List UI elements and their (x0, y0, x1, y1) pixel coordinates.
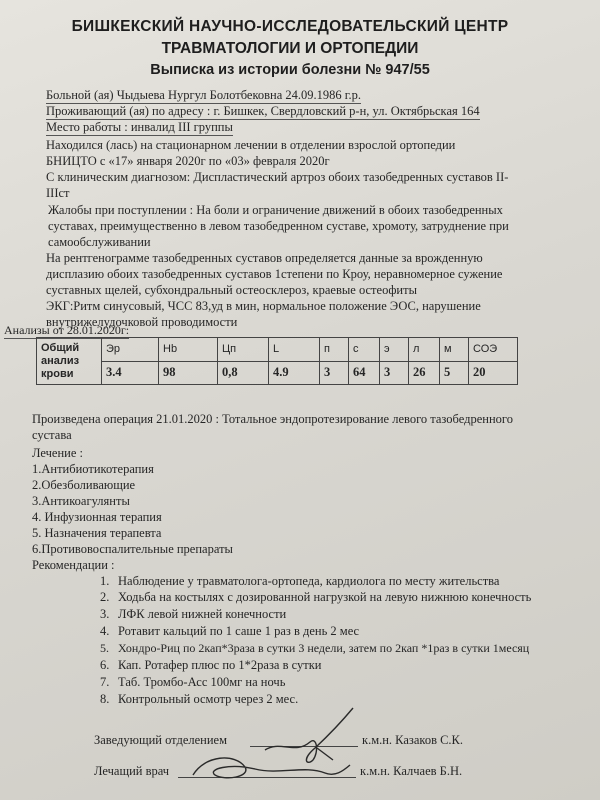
analysis-value-cell: 3 (320, 361, 349, 385)
document-title: Выписка из истории болезни № 947/55 (150, 62, 430, 78)
complaints-line-1: Жалобы при поступлении : На боли и ограничение движений в обоих тазобедренных (48, 203, 503, 217)
institution-name: БИШКЕКСКИЙ НАУЧНО-ИССЛЕДОВАТЕЛЬСКИЙ ЦЕНТР (71, 18, 509, 35)
analysis-header-cell: э (380, 338, 409, 362)
patient-work: Место работы : инвалид III группы (46, 120, 233, 134)
xray-line-1: На рентгенограмме тазобедренных суставов определяется данные за врожденную (46, 251, 483, 265)
recommendation-text: Наблюдение у травматолога-ортопеда, кардиолога по месту жительства (118, 574, 500, 588)
treatment-item: 4. Инфузионная терапия (32, 510, 162, 524)
analysis-value-cell: 98 (159, 361, 218, 385)
recommendation-text: ЛФК левой нижней конечности (118, 607, 287, 621)
diagnosis-line-1: С клиническим диагнозом: Диспластический артроз обоих тазобедренных суставов II- (46, 170, 509, 184)
recommendations-title: Рекомендации : (32, 558, 115, 572)
operation-line-2: сустава (32, 428, 72, 442)
analysis-header-cell: Эр (102, 338, 159, 362)
attending-doctor-name: к.м.н. Калчаев Б.Н. (360, 764, 463, 778)
xray-line-3: суставных щелей, субхондральный остеосклероз, краевые остеофиты (46, 283, 417, 297)
recommendation-item (100, 574, 499, 589)
head-of-department-name: к.м.н. Казаков С.К. (362, 733, 464, 747)
analysis-value-cell: 3.4 (102, 361, 159, 385)
institution-subtitle: ТРАВМАТОЛОГИИ И ОРТОПЕДИИ (161, 40, 419, 57)
patient-address: Проживающий (ая) по адресу : г. Бишкек, Свердловский р-н, ул. Октябрьская 164 (46, 104, 480, 118)
analysis-header-cell: Hb (159, 338, 218, 362)
stay-line-2: БНИЦТО с «17» января 2020г по «03» февраля 2020г (46, 154, 330, 168)
head-of-department-label: Заведующий отделением (94, 733, 228, 747)
recommendation-item (100, 590, 531, 605)
recommendation-text: Кап. Ротафер плюс по 1*2раза в сутки (118, 658, 322, 672)
analysis-header-cell: Цп (218, 338, 269, 362)
xray-line-2: дисплазию обоих тазобедренных суставов 1степени по Кроу, неравномерное сужение (46, 267, 503, 281)
analysis-value-cell: 5 (440, 361, 469, 385)
diagnosis-line-2: IIIст (46, 186, 70, 200)
analysis-value-cell: 4.9 (269, 361, 320, 385)
recommendation-number: 5. (100, 641, 109, 655)
complaints-line-3: самообслуживании (48, 235, 151, 249)
blood-analysis-table (36, 337, 518, 385)
treatment-title: Лечение : (32, 446, 83, 460)
analysis-value-cell: 26 (409, 361, 440, 385)
analyses-title: Анализы от 28.01.2020г: (4, 323, 130, 337)
treatment-item: 2.Обезболивающие (32, 478, 136, 492)
recommendation-number: 3. (100, 607, 110, 621)
recommendation-number: 8. (100, 692, 110, 706)
analysis-value-cell: 0,8 (218, 361, 269, 385)
attending-doctor-label: Лечащий врач (94, 764, 170, 778)
analysis-header-cell: с (349, 338, 380, 362)
recommendation-number: 4. (100, 624, 110, 638)
operation-line-1: Произведена операция 21.01.2020 : Тотальное эндопротезирование левого тазобедренного (32, 412, 513, 426)
recommendation-number: 2. (100, 590, 110, 604)
recommendation-text: Ротавит кальций по 1 саше 1 раз в день 2 мес (118, 624, 360, 638)
recommendation-item (100, 607, 286, 622)
complaints-line-2: суставах, преимущественно в левом тазобедренном суставе, хромоту, затруднение при (48, 219, 509, 233)
analysis-value-cell: 64 (349, 361, 380, 385)
recommendation-number: 6. (100, 658, 110, 672)
analysis-header-cell: л (409, 338, 440, 362)
treatment-item: 5. Назначения терапевта (32, 526, 162, 540)
ecg-line-1: ЭКГ:Ритм синусовый, ЧСС 83,уд в мин, нормальное положение ЭОС, нарушение (46, 299, 481, 313)
recommendation-number: 7. (100, 675, 110, 689)
treatment-item: 3.Антикоагулянты (32, 494, 130, 508)
recommendation-text: Таб. Тромбо-Асс 100мг на ночь (118, 675, 286, 689)
treatment-item: 1.Антибиотикотерапия (32, 462, 154, 476)
analysis-header-cell: СОЭ (469, 338, 518, 362)
analysis-header-cell: L (269, 338, 320, 362)
recommendation-item (100, 641, 529, 656)
recommendation-item (100, 624, 359, 639)
ecg-line-2: внутрижелудочковой проводимости (46, 315, 238, 329)
recommendation-item (100, 658, 321, 673)
analysis-value-cell: 3 (380, 361, 409, 385)
recommendation-text: Ходьба на костылях с дозированной нагрузкой на левую нижнюю конечность (118, 590, 532, 604)
analysis-header-cell: м (440, 338, 469, 362)
analysis-value-cell: 20 (469, 361, 518, 385)
stay-line-1: Находился (лась) на стационарном лечении в отделении взрослой ортопедии (46, 138, 456, 152)
analysis-row-label: Общий анализ крови (37, 338, 102, 385)
analysis-header-row (37, 338, 518, 362)
recommendation-text: Хондро-Риц по 2кап*3раза в сутки 3 недели, затем по 2кап *1раз в сутки 1месяц (118, 641, 530, 655)
recommendation-number: 1. (100, 574, 110, 588)
analysis-value-row (37, 361, 518, 385)
doctor-signature (185, 745, 355, 795)
recommendation-text: Контрольный осмотр через 2 мес. (118, 692, 299, 706)
analysis-header-cell: п (320, 338, 349, 362)
treatment-item: 6.Противовоспалительные препараты (32, 542, 233, 556)
patient-name: Больной (ая) Чыдыева Нургул Болотбековна 24.09.1986 г.р. (46, 88, 361, 102)
recommendation-item (100, 675, 285, 690)
